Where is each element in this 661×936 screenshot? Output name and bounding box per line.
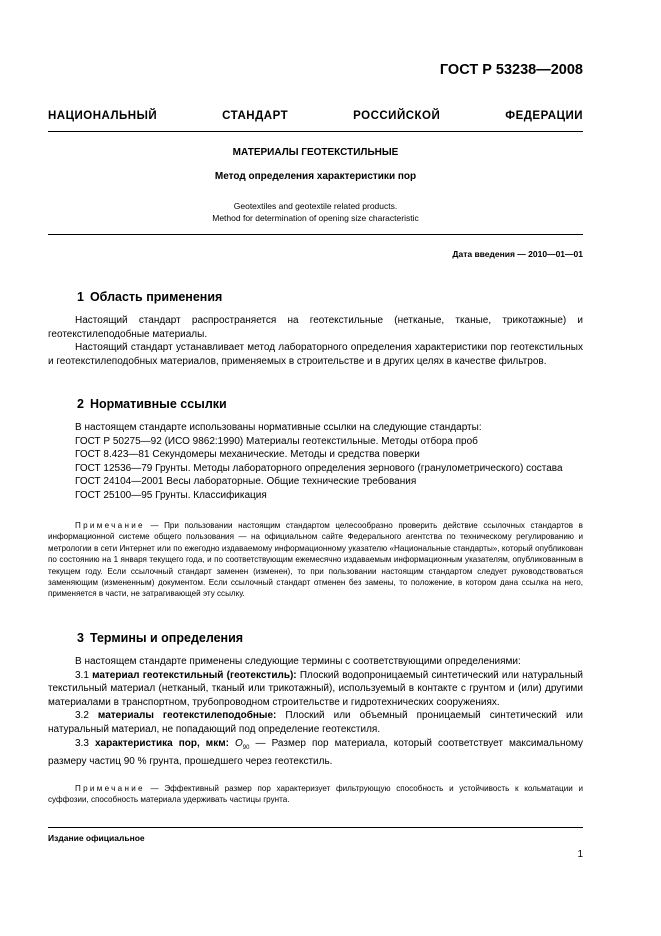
term-symbol-subscript: 90: [242, 744, 250, 751]
reference-code: ГОСТ Р 50275—92 (ИСО 9862:1990): [75, 435, 244, 447]
national-standard-heading: НАЦИОНАЛЬНЫЙ СТАНДАРТ РОССИЙСКОЙ ФЕДЕРАЦИИ: [48, 110, 583, 122]
section-number: 2: [77, 397, 84, 411]
section-1-body: [48, 314, 583, 368]
reference-code: ГОСТ 12536—79: [75, 462, 153, 474]
paragraph: Настоящий стандарт устанавливает метод лабораторного определения характеристики пор геотекстильных и геотекстилеподобных материалов, применяемых в строительстве и в других целях в качестве фильтров.: [48, 342, 583, 367]
term-text: Плоский водопроницаемый синтетический или натуральный текстильный материал (нетканый, тканый или трикотажный), используемый в контакте с грунтом и (или) другими материалами в транспортном, трубопроводном строительстве и гидротехнических сооружениях.: [48, 669, 584, 708]
reference-text: Материалы геотекстильные. Методы отбора проб: [246, 435, 478, 447]
section-3-note: [48, 783, 583, 806]
note-text: — При пользовании настоящим стандартом целесообразно проверить действие ссылочных стандартов в информационной системе общего пользования — на официальном сайте Федерального агентства по техническому регулированию и метрологии в сети Интернет или по ежегодно издаваемому информационному указателю «Национальные стандарты», который опубликован по состоянию на 1 января текущего года, и по соответствующим ежемесячно издаваемым информационным указателям, опубликованным в текущем году. Если ссылочный стандарт заменен (изменен), то при пользовании настоящим стандартом следует руководствоваться заменяющим (измененным) документом. Если ссылочный стандарт отменен без замены, то положение, в котором дана ссылка на него, применяется в части, не затрагивающей эту ссылку.: [48, 521, 583, 599]
term-name: материал геотекстильный (геотекстиль):: [92, 669, 297, 681]
term-number: 3.3: [75, 737, 89, 749]
section-1-heading: [77, 290, 222, 304]
english-title-line-2: Method for determination of opening size characteristic: [212, 213, 419, 223]
section-2-body: [48, 421, 583, 503]
reference-text: Весы лабораторные. Общие технические требования: [166, 476, 417, 488]
note-label: Примечание: [75, 521, 145, 530]
term-definition: [48, 737, 583, 769]
term-text: — Размер пор материала, который соответствует максимальному размеру частиц 90 % грунта, прошедшего через геотекстиль.: [48, 737, 584, 768]
reference-item: [48, 435, 583, 449]
footer-rule: [48, 827, 583, 828]
section-title: Термины и определения: [89, 631, 244, 645]
paragraph: В настоящем стандарте использованы нормативные ссылки на следующие стандарты:: [75, 422, 482, 433]
reference-code: ГОСТ 8.423—81: [75, 449, 150, 461]
reference-item: [48, 489, 583, 503]
title-rule: [48, 234, 583, 235]
reference-code: ГОСТ 24104—2001: [75, 476, 164, 488]
term-name: материалы геотекстилеподобные:: [97, 710, 277, 722]
document-subtitle: Метод определения характеристики пор: [214, 171, 417, 182]
official-edition-label: Издание официальное: [48, 833, 145, 843]
term-symbol: O: [235, 737, 243, 749]
section-number: 1: [77, 290, 84, 304]
term-number: 3.2: [75, 710, 89, 722]
document-title: МАТЕРИАЛЫ ГЕОТЕКСТИЛЬНЫЕ: [232, 147, 399, 158]
section-3-heading: [77, 631, 243, 645]
introduction-date: Дата введения — 2010—01—01: [452, 249, 583, 259]
section-title: Область применения: [89, 290, 223, 304]
reference-item: [48, 475, 583, 489]
term-number: 3.1: [75, 669, 89, 681]
section-2-heading: [77, 397, 227, 411]
reference-text: Секундомеры механические. Методы и средства поверки: [152, 449, 420, 461]
reference-text: Грунты. Классификация: [155, 489, 267, 501]
term-name: характеристика пор, мкм:: [94, 737, 229, 749]
standard-code: ГОСТ Р 53238—2008: [439, 62, 583, 78]
reference-item: [48, 448, 583, 462]
section-number: 3: [77, 631, 84, 645]
section-3-body: [48, 655, 583, 769]
term-definition: [48, 669, 583, 710]
reference-code: ГОСТ 25100—95: [75, 489, 153, 501]
paragraph: В настоящем стандарте применены следующие термины с соответствующими определениями:: [75, 656, 521, 667]
top-rule: [48, 131, 583, 132]
section-title: Нормативные ссылки: [89, 397, 227, 411]
section-2-note: [48, 520, 583, 600]
paragraph: Настоящий стандарт распространяется на геотекстильные (нетканые, тканые, трикотажные) и геотекстилеподобные материалы.: [48, 315, 583, 340]
page-number: 1: [577, 849, 583, 860]
term-text: Плоский или объемный проницаемый синтетический или натуральный материал, не попадающий под определение геотекстиля.: [48, 710, 584, 735]
term-definition: [48, 709, 583, 736]
reference-item: [48, 462, 583, 476]
english-title-line-1: Geotextiles and geotextile related products.: [233, 201, 398, 211]
reference-text: Грунты. Методы лабораторного определения зернового (гранулометрического) состава: [155, 462, 563, 474]
note-label: Примечание: [75, 784, 145, 793]
note-text: — Эффективный размер пор характеризует фильтрующую способность и устойчивость к кольматации и суффозии, способность материала удерживать частицы грунта.: [48, 784, 584, 805]
